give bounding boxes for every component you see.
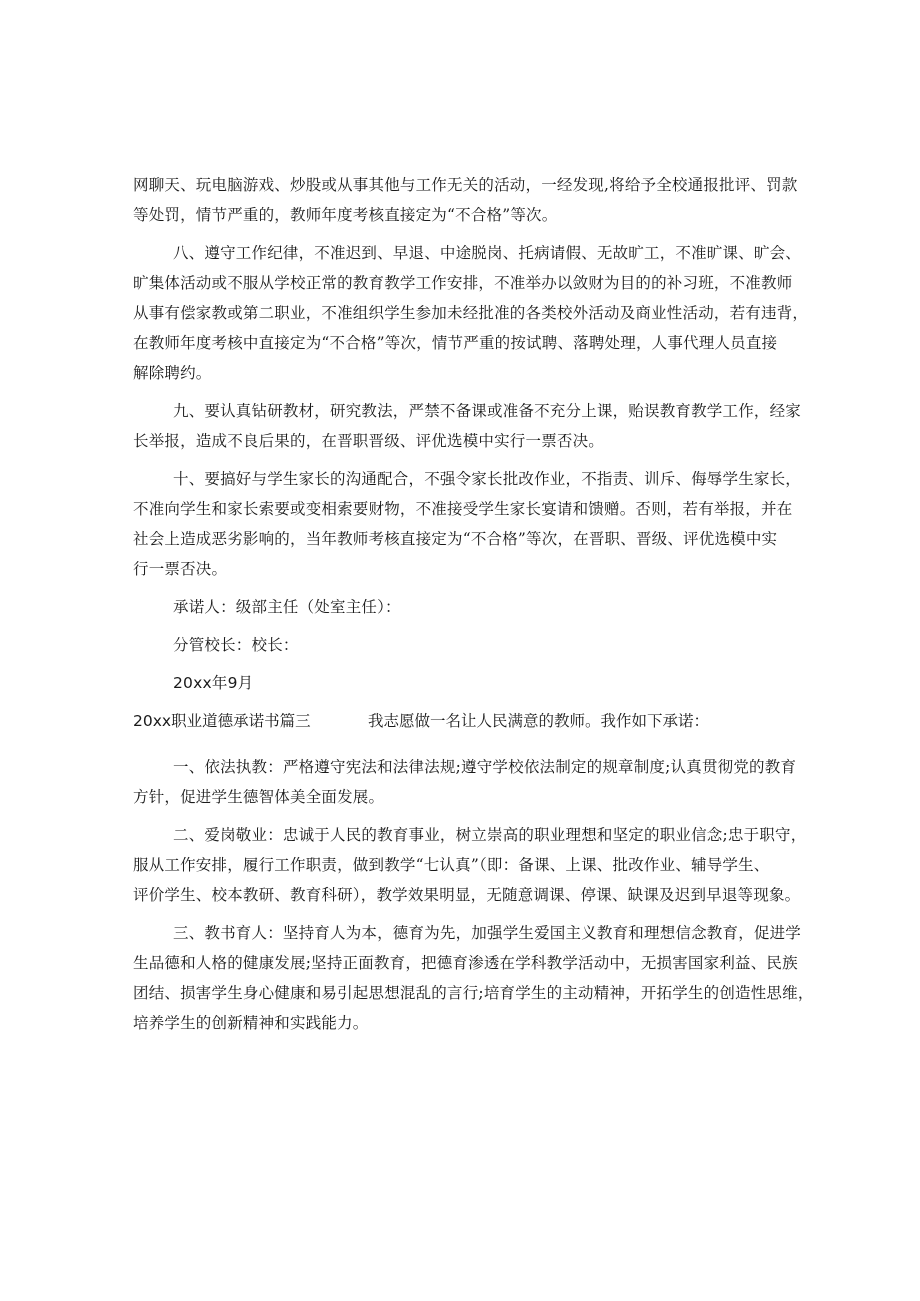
text-line: 方针，促进学生德智体美全面发展。 <box>133 788 385 806</box>
item-1 <box>133 752 797 812</box>
signature-block <box>133 592 793 698</box>
document-page <box>133 170 814 1038</box>
principals-line: 分管校长：校长： <box>173 636 299 654</box>
text-line: 从事有偿家教或第二职业，不准组织学生参加未经批准的各类校外活动及商业性活动，若有违背， <box>133 304 809 322</box>
text-line: 不准向学生和家长索要或变相索要财物，不准接受学生家长宴请和馈赠。否则，若有举报，并在 <box>133 500 793 518</box>
text-line: 二、爱岗敬业：忠诚于人民的教育事业，树立崇高的职业理想和坚定的职业信念;忠于职守， <box>173 826 807 844</box>
item-2 <box>133 820 807 910</box>
text-line: 服从工作安排，履行工作职责，做到教学“七认真”（即：备课、上课、批改作业、辅导学生、 <box>133 856 770 874</box>
text-line: 解除聘约。 <box>133 364 212 382</box>
paragraph-9 <box>133 396 802 456</box>
section3-intro: 我志愿做一名让人民满意的教师。我作如下承诺： <box>368 712 710 730</box>
text-line: 在教师年度考核中直接定为“不合格”等次，情节严重的按试聘、落聘处理，人事代理人员直接 <box>133 334 778 352</box>
promiser-line: 承诺人：级部主任（处室主任）： <box>173 598 401 616</box>
text-line: 培养学生的创新精神和实践能力。 <box>133 1014 369 1032</box>
text-line: 网聊天、玩电脑游戏、炒股或从事其他与工作无关的活动，一经发现,将给予全校通报批评、罚款 <box>133 176 798 194</box>
text-line: 八、遵守工作纪律，不准迟到、早退、中途脱岗、托病请假、无故旷工，不准旷课、旷会、 <box>173 244 802 262</box>
section3-heading <box>133 706 793 736</box>
text-line: 一、依法执教：严格遵守宪法和法律法规;遵守学校依法制定的规章制度;认真贯彻党的教育 <box>173 758 797 776</box>
section3-title: 20xx职业道德承诺书篇三 <box>133 712 311 730</box>
text-line: 行一票否决。 <box>133 560 228 578</box>
text-line: 长举报，造成不良后果的，在晋职晋级、评优选模中实行一票否决。 <box>133 432 605 450</box>
date-line: 20xx年9月 <box>173 674 254 692</box>
top-paragraph <box>133 170 798 230</box>
text-line: 社会上造成恶劣影响的，当年教师考核直接定为“不合格”等次，在晋职、晋级、评优选模中实 <box>133 530 778 548</box>
text-line: 十、要搞好与学生家长的沟通配合，不强令家长批改作业，不指责、训斥、侮辱学生家长， <box>173 470 802 488</box>
text-line: 等处罚，情节严重的，教师年度考核直接定为“不合格”等次。 <box>133 206 558 224</box>
text-line: 生品德和人格的健康发展;坚持正面教育，把德育渗透在学科教学活动中，无损害国家利益、民族 <box>133 954 798 972</box>
text-line: 旷集体活动或不服从学校正常的教育教学工作安排，不准举办以敛财为目的的补习班，不准教师 <box>133 274 793 292</box>
text-line: 三、教书育人：坚持育人为本，德育为先，加强学生爱国主义教育和理想信念教育，促进学 <box>173 924 802 942</box>
paragraph-10 <box>133 464 802 584</box>
paragraph-8 <box>133 238 809 388</box>
text-line: 团结、损害学生身心健康和易引起思想混乱的言行;培育学生的主动精神，开拓学生的创造性思维， <box>133 984 814 1002</box>
text-line: 评价学生、校本教研、教育科研），教学效果明显，无随意调课、停课、缺课及迟到早退等现象。 <box>133 886 801 904</box>
item-3 <box>133 918 814 1038</box>
text-line: 九、要认真钻研教材，研究教法，严禁不备课或准备不充分上课，贻误教育教学工作，经家 <box>173 402 802 420</box>
